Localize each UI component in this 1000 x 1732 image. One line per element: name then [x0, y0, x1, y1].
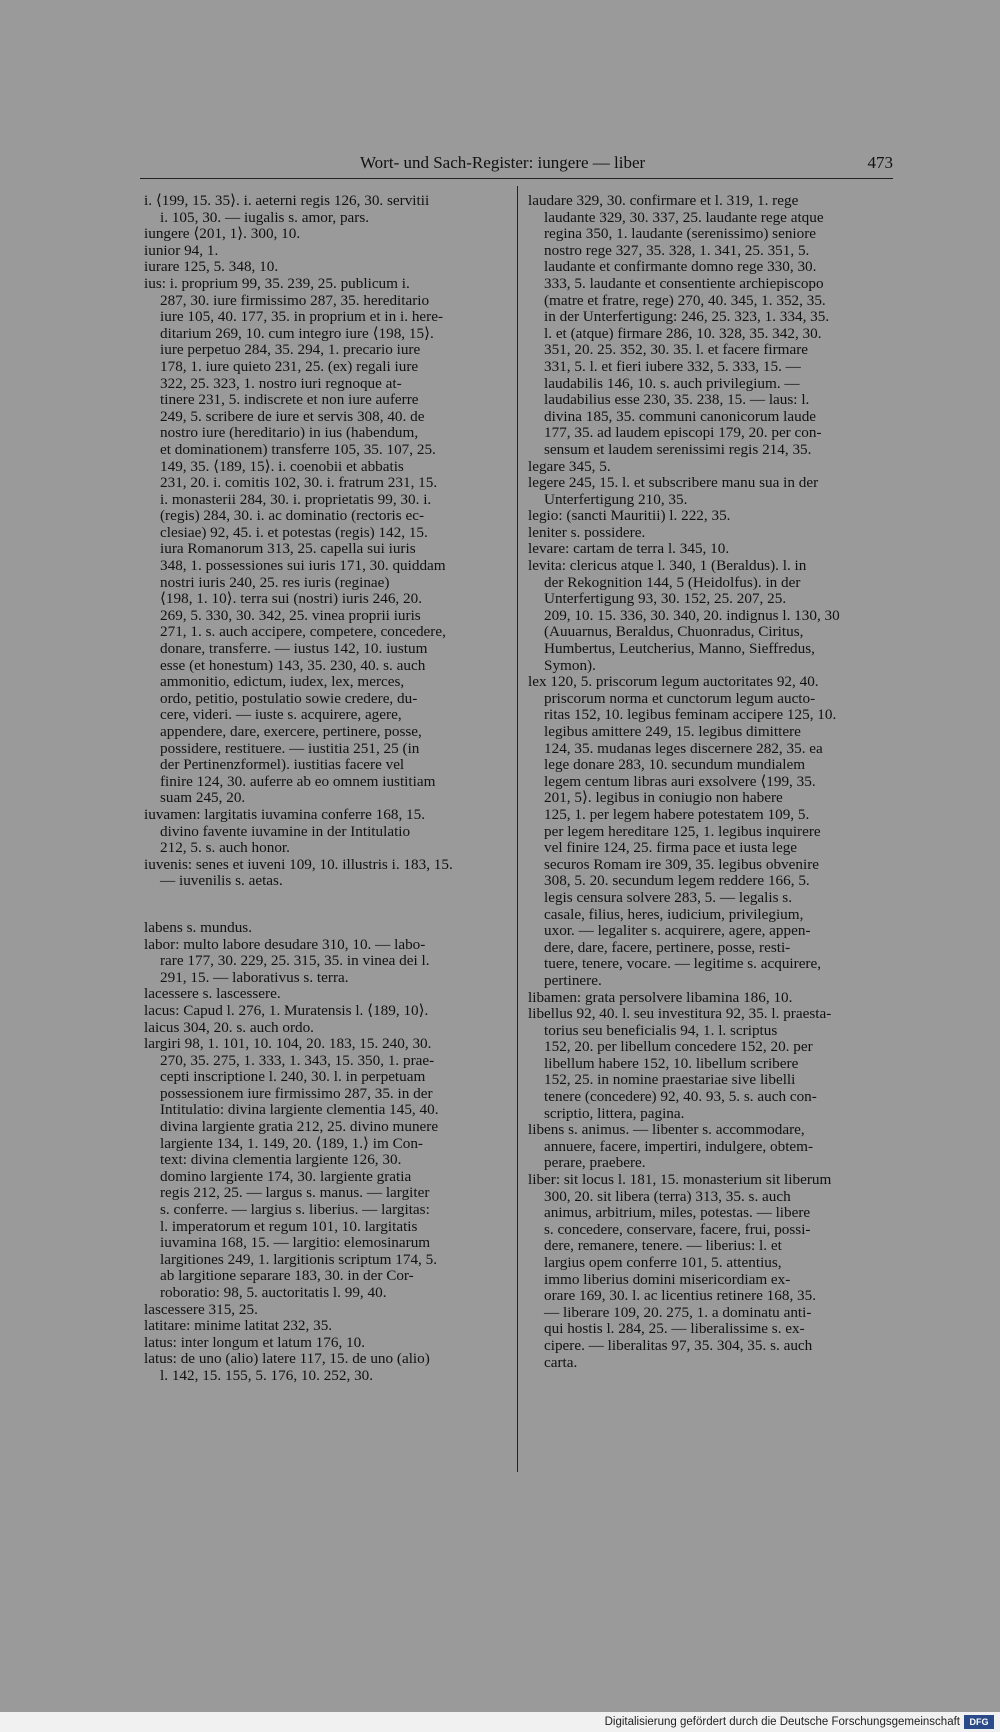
index-entry: legare 345, 5.	[528, 457, 611, 475]
index-entry: latus: de uno (alio) latere 117, 15. de uno (alio) l. 142, 15. 155, 5. 176, 10. 252, 30.	[144, 1350, 430, 1384]
column-divider	[517, 186, 518, 1472]
index-entry: ius: i. proprium 99, 35. 239, 25. publicum i. 287, 30. iure firmissimo 287, 35. hereditario iure 105, 40. 177, 35. in proprium et in i. here- ditarium 269, 10. cum integro iure ⟨198, 15⟩. iure perpetuo 284, 35. 294, 1. precario iure 178, 1. iure quieto 231, 25. (ex) regali iure 322, 25. 323, 1. nostro iuri regnoque at- tinere 231, 5. indiscrete et non iure auferre 249, 5. scribere de iure et servis 308, 40. de nostro iure (hereditario) in ius (habendum, et dominationem) transferre 105, 35. 107, 25. 149, 35. ⟨189, 15⟩. i. coenobii et abbatis 231, 20. i. comitis 102, 30. i. fratrum 231, 15. i. monasterii 284, 30. i. proprietatis 99, 30. i. (regis) 284, 30. i. ac dominatio (rectoris ec- clesiae) 92, 45. i. et potestas (regis) 142, 15. iura Romanorum 313, 25. capella sui iuris 348, 1. possessiones sui iuris 171, 30. quiddam nostri iuris 240, 25. res iuris (reginae) ⟨198, 1. 10⟩. terra sui (nostri) iuris 246, 20. 269, 5. 330, 30. 342, 25. vinea proprii iuris 271, 1. s. auch accipere, competere, concedere, donare, transferre. — iustus 142, 10. iustum esse (et honestum) 143, 35. 230, 40. s. auch ammonitio, edictum, iudex, lex, merces, ordo, petitio, postulatio sowie credere, du- cere, videri. — iuste s. acquirere, agere, appendere, dare, exercere, pertinere, posse, possidere, restituere. — iustitia 251, 25 (in der Pertinenzformel). iustitias facere vel finire 124, 30. auferre ab eo omnem iustitiam suam 245, 20.	[144, 274, 446, 807]
index-entry: levita: clericus atque l. 340, 1 (Beraldus). l. in der Rekognition 144, 5 (Heidolfus). in der Unterfertigung 93, 30. 152, 25. 207, 25. 209, 10. 15. 336, 30. 340, 20. indignus l. 130, 30 (Auuarnus, Beraldus, Chuonradus, Ciritus, Humbertus, Leutcherius, Manno, Sieffredus, Symon).	[528, 557, 840, 674]
index-entry: laicus 304, 20. s. auch ordo.	[144, 1018, 314, 1036]
left-column	[144, 193, 506, 1385]
index-entry: lex 120, 5. priscorum legum auctoritates 92, 40. priscorum norma et cunctorum legum aucto- ritas 152, 10. legibus feminam accipere 125, 10. legibus amittere 249, 15. legibus dimittere 124, 35. mudanas leges discernere 282, 35. ea lege donare 283, 10. secundum mundialem legem centum libras auri exsolvere ⟨199, 35. 201, 5⟩. legibus in coniugio non habere 125, 1. per legem habere potestatem 109, 5. per legem hereditare 125, 1. legibus inquirere vel finire 124, 25. firma pace et iusta lege securos Romam ire 309, 35. legibus obvenire 308, 5. 20. secundum legem reddere 166, 5. legis censura solvere 283, 5. — legalis s. casale, filius, heres, iudicium, privilegium, uxor. — legaliter s. acquirere, agere, appen- dere, dare, facere, pertinere, posse, resti- tuere, tenere, vocare. — legitime s. acquirere, pertinere.	[528, 673, 837, 989]
index-entry: legere 245, 15. l. et subscribere manu sua in der Unterfertigung 210, 35.	[528, 474, 819, 508]
index-entry: iurare 125, 5. 348, 10.	[144, 258, 279, 276]
index-entry: iuvamen: largitatis iuvamina conferre 168, 15. divino favente iuvamine in der Intitulatio 212, 5. s. auch honor.	[144, 805, 426, 857]
page-header	[140, 152, 893, 176]
index-entry: labor: multo labore desudare 310, 10. — labo- rare 177, 30. 229, 25. 315, 35. in vinea dei l. 291, 15. — laborativus s. terra.	[144, 935, 430, 986]
index-entry: lacus: Capud l. 276, 1. Muratensis l. ⟨189, 10⟩.	[144, 1001, 429, 1019]
index-entry: largiri 98, 1. 101, 10. 104, 20. 183, 15. 240, 30. 270, 35. 275, 1. 333, 1. 343, 15. 350, 1. prae- cepti inscriptione l. 240, 30. l. in perpetuam possessionem iure firmissimo 287, 35. in der Intitulatio: divina largiente clementia 145, 40. divina largiente gratia 212, 25. divino munere largiente 134, 1. 149, 20. ⟨189, 1.⟩ im Con- text: divina clementia largiente 126, 30. domino largiente 174, 30. largiente gratia regis 212, 25. — largus s. manus. — largiter s. conferre. — largius s. liberius. — largitas: l. imperatorum et regum 101, 10. largitatis iuvamina 168, 15. — largitio: elemosinarum largitiones 249, 1. largitionis scriptum 174, 5. ab largitione separare 183, 30. in der Cor- roboratio: 98, 5. auctoritatis l. 99, 40.	[144, 1035, 439, 1301]
index-entry: i. ⟨199, 15. 35⟩. i. aeterni regis 126, 30. servitii i. 105, 30. — iugalis s. amor, pars.	[144, 192, 430, 226]
index-entry: labens s. mundus.	[144, 918, 252, 936]
index-entry: libamen: grata persolvere libamina 186, 10.	[528, 988, 793, 1006]
index-entry: iungere ⟨201, 1⟩. 300, 10.	[144, 225, 301, 243]
index-entry: libellus 92, 40. l. seu investitura 92, 35. l. praesta- torius seu beneficialis 94, 1. l. scriptus 152, 20. per libellum concedere 152, 20. per libellum habere 152, 10. libellum scribere 152, 25. in nomine praestariae sive libelli tenere (concedere) 92, 40. 93, 5. s. auch con- scriptio, littera, pagina.	[528, 1005, 832, 1122]
index-entry: libens s. animus. — libenter s. accommodare, annuere, facere, impertiri, indulgere, obtem- perare, praebere.	[528, 1121, 814, 1172]
dfg-credit-text: Digitalisierung gefördert durch die Deutsche Forschungsgemeinschaft	[604, 1716, 960, 1728]
index-entry: iunior 94, 1.	[144, 241, 219, 259]
dfg-logo-icon: DFG	[964, 1715, 994, 1729]
page-number: 473	[867, 153, 893, 172]
index-entry: latitare: minime latitat 232, 35.	[144, 1317, 333, 1335]
index-entry: legio: (sancti Mauritii) l. 222, 35.	[528, 507, 731, 525]
index-entry: leniter s. possidere.	[528, 523, 646, 541]
index-entry: laudare 329, 30. confirmare et l. 319, 1. rege laudante 329, 30. 337, 25. laudante rege atque regina 350, 1. laudante (serenissimo) seniore nostro rege 327, 35. 328, 1. 341, 25. 351, 5. laudante et confirmante domno rege 330, 30. 333, 5. laudante et consentiente archiepiscopo (matre et fratre, rege) 270, 40. 345, 1. 352, 35. in der Unterfertigung: 246, 25. 323, 1. 334, 35. l. et (atque) firmare 286, 10. 328, 35. 342, 30. 351, 20. 25. 352, 30. 35. l. et facere firmare 331, 5. l. et fieri iubere 332, 5. 333, 15. — laudabilis 146, 10. s. auch privilegium. — laudabilius esse 230, 35. 238, 15. — laus: l. divina 185, 35. communi canonicorum laude 177, 35. ad laudem episcopi 179, 20. per con- sensum et laudem serenissimi regis 214, 35.	[528, 192, 830, 458]
right-column	[528, 193, 892, 1371]
index-entry: latus: inter longum et latum 176, 10.	[144, 1333, 366, 1351]
digitization-footer	[0, 1712, 1000, 1732]
header-rule	[140, 178, 893, 179]
index-entry: iuvenis: senes et iuveni 109, 10. illustris i. 183, 15. — iuvenilis s. aetas.	[144, 855, 453, 890]
index-entry: liber: sit locus l. 181, 15. monasterium sit liberum 300, 20. sit libera (terra) 313, 35. s. auch animus, arbitrium, miles, potestas. — libere s. concedere, conservare, facere, frui, possi- dere, remanere, tenere. — liberius: l. et largius opem conferre 101, 5. attentius, immo liberius domini misericordiam ex- orare 169, 30. l. ac licentius retinere 168, 35. — liberare 109, 20. 275, 1. a dominatu anti- qui hostis l. 284, 25. — liberalissime s. ex- cipere. — liberalitas 97, 35. 304, 35. s. auch carta.	[528, 1171, 832, 1371]
running-title: Wort- und Sach-Register: iungere — liber	[360, 153, 646, 172]
index-entry: lacessere s. lascessere.	[144, 985, 281, 1003]
index-entry: lascessere 315, 25.	[144, 1300, 258, 1318]
section-gap	[144, 890, 506, 920]
index-entry: levare: cartam de terra l. 345, 10.	[528, 540, 730, 558]
